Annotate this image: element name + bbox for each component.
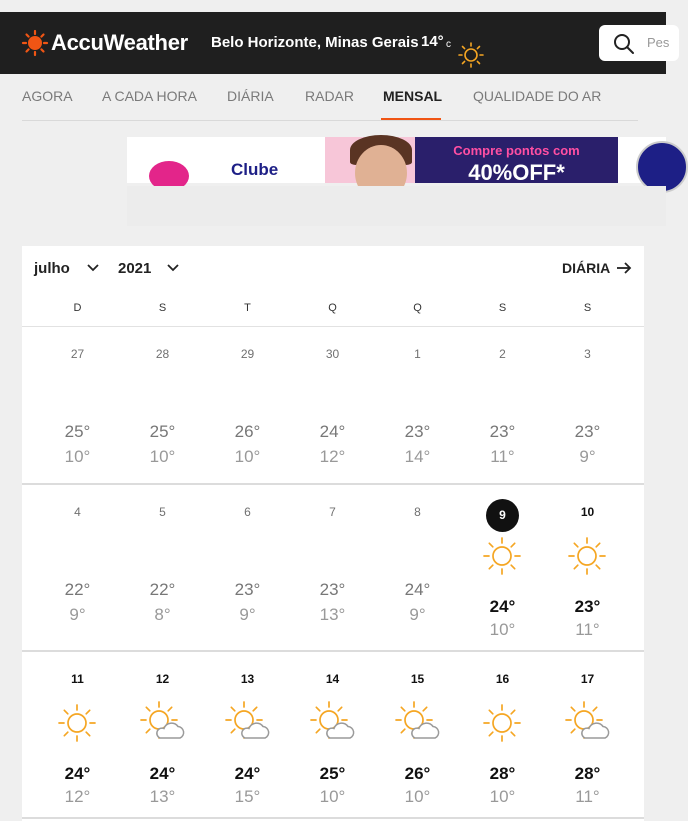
low-temperature: 10° xyxy=(489,620,516,639)
day-cell[interactable] xyxy=(35,326,120,484)
top-header xyxy=(0,12,670,74)
ad-banner-shadow xyxy=(127,186,666,226)
partly-cloudy-icon xyxy=(395,701,439,745)
search-input[interactable]: Pes xyxy=(647,35,670,50)
high-temperature: 25° xyxy=(64,422,91,441)
day-number: 11 xyxy=(71,672,84,686)
ad-panel-offer xyxy=(415,137,618,183)
low-temperature: 9° xyxy=(69,605,86,624)
day-cell[interactable] xyxy=(205,484,290,642)
ad-offer-line1: Compre pontos com xyxy=(453,143,580,158)
day-cell[interactable] xyxy=(290,484,375,642)
day-cell[interactable] xyxy=(545,326,630,484)
weekday-label: S xyxy=(158,302,167,314)
high-temperature: 24° xyxy=(319,422,346,441)
day-cell[interactable] xyxy=(205,651,290,809)
day-cell[interactable] xyxy=(205,326,290,484)
day-cell[interactable] xyxy=(120,326,205,484)
low-temperature: 10° xyxy=(404,787,431,806)
high-temperature: 22° xyxy=(64,580,91,599)
high-temperature: 26° xyxy=(234,422,261,441)
day-number: 13 xyxy=(240,672,255,686)
arrow-right-icon xyxy=(616,262,632,274)
high-temperature: 23° xyxy=(234,580,261,599)
chevron-down-icon[interactable] xyxy=(166,263,180,273)
monthly-calendar xyxy=(22,246,644,821)
partly-cloudy-icon xyxy=(310,701,354,745)
day-number: 30 xyxy=(325,347,340,361)
weekday-label: S xyxy=(498,302,507,314)
day-cell[interactable] xyxy=(375,484,460,642)
low-temperature: 10° xyxy=(319,787,346,806)
high-temperature: 25° xyxy=(149,422,176,441)
day-number: 12 xyxy=(155,672,170,686)
day-cell[interactable] xyxy=(545,651,630,809)
low-temperature: 14° xyxy=(404,447,431,466)
day-number: 10 xyxy=(580,505,595,519)
high-temperature: 28° xyxy=(574,764,601,783)
search-icon xyxy=(613,33,635,55)
day-cell[interactable] xyxy=(35,651,120,809)
week-divider xyxy=(22,817,644,819)
forecast-tabs xyxy=(0,74,666,120)
current-temperature: 14° xyxy=(421,33,444,50)
day-cell[interactable] xyxy=(120,484,205,642)
day-cell[interactable] xyxy=(375,326,460,484)
low-temperature: 10° xyxy=(64,447,91,466)
weekday-label: D xyxy=(73,302,82,314)
day-cell[interactable] xyxy=(120,651,205,809)
sun-icon xyxy=(55,701,99,745)
high-temperature: 24° xyxy=(234,764,261,783)
low-temperature: 11° xyxy=(575,620,600,639)
tab-agora[interactable]: AGORA xyxy=(22,88,73,104)
day-number: 8 xyxy=(414,505,421,519)
day-number: 16 xyxy=(495,672,510,686)
day-cell[interactable] xyxy=(460,651,545,809)
high-temperature: 25° xyxy=(319,764,346,783)
sun-icon xyxy=(565,534,609,578)
nav-divider xyxy=(22,120,638,121)
day-cell[interactable] xyxy=(375,651,460,809)
daily-link[interactable] xyxy=(562,260,632,276)
search-box[interactable] xyxy=(599,25,679,61)
high-temperature: 24° xyxy=(404,580,431,599)
low-temperature: 10° xyxy=(234,447,261,466)
day-cell[interactable] xyxy=(290,651,375,809)
low-temperature: 9° xyxy=(409,605,426,624)
weekday-label: T xyxy=(244,302,251,314)
sun-icon xyxy=(480,534,524,578)
high-temperature: 24° xyxy=(149,764,176,783)
low-temperature: 13° xyxy=(149,787,176,806)
low-temperature: 12° xyxy=(64,787,91,806)
low-temperature: 13° xyxy=(319,605,346,624)
accuweather-logo[interactable] xyxy=(22,30,188,56)
high-temperature: 23° xyxy=(319,580,346,599)
day-cell[interactable] xyxy=(35,484,120,642)
day-number: 3 xyxy=(584,347,591,361)
partly-cloudy-icon xyxy=(140,701,184,745)
chevron-down-icon[interactable] xyxy=(86,263,100,273)
day-number: 5 xyxy=(159,505,166,519)
low-temperature: 8° xyxy=(154,605,171,624)
day-number: 9 xyxy=(499,508,506,522)
weekday-label: S xyxy=(583,302,592,314)
day-number: 6 xyxy=(244,505,251,519)
low-temperature: 9° xyxy=(579,447,596,466)
day-cell-today[interactable] xyxy=(460,484,545,642)
day-number: 28 xyxy=(155,347,170,361)
day-number: 7 xyxy=(329,505,336,519)
high-temperature: 26° xyxy=(404,764,431,783)
high-temperature: 23° xyxy=(404,422,431,441)
day-number: 2 xyxy=(499,347,506,361)
day-number: 14 xyxy=(325,672,340,686)
weekday-label: Q xyxy=(328,302,337,314)
sun-icon xyxy=(480,701,524,745)
ad-panel-logo xyxy=(127,137,325,183)
day-cell[interactable] xyxy=(290,326,375,484)
high-temperature: 24° xyxy=(489,597,516,616)
day-number: 27 xyxy=(70,347,85,361)
low-temperature: 12° xyxy=(319,447,346,466)
low-temperature: 10° xyxy=(489,787,516,806)
sun-logo-icon xyxy=(22,30,48,56)
ad-panel-photo xyxy=(325,137,415,183)
ad-panel-badge xyxy=(618,137,666,183)
ad-brand-text: Clube xyxy=(231,160,279,179)
brand-name: AccuWeather xyxy=(51,30,188,55)
high-temperature: 24° xyxy=(64,764,91,783)
low-temperature: 10° xyxy=(149,447,176,466)
sun-outline-icon xyxy=(458,42,484,68)
low-temperature: 15° xyxy=(234,787,261,806)
day-number: 4 xyxy=(74,505,81,519)
high-temperature: 23° xyxy=(489,422,516,441)
high-temperature: 28° xyxy=(489,764,516,783)
day-cell[interactable] xyxy=(545,484,630,642)
tab-qualidade-do-ar[interactable]: QUALIDADE DO AR xyxy=(473,88,602,104)
partly-cloudy-icon xyxy=(225,701,269,745)
year-selector[interactable]: 2021 xyxy=(118,260,152,277)
ad-offer-line2: 40%OFF* xyxy=(468,160,565,185)
high-temperature: 23° xyxy=(574,422,601,441)
high-temperature: 22° xyxy=(149,580,176,599)
day-number: 17 xyxy=(580,672,595,686)
ad-banner[interactable] xyxy=(127,137,666,183)
day-number: 1 xyxy=(414,347,421,361)
tab-diaria[interactable]: DIÁRIA xyxy=(227,88,274,104)
location-name[interactable]: Belo Horizonte, Minas Gerais xyxy=(211,34,419,51)
tab-mensal[interactable]: MENSAL xyxy=(383,88,443,104)
low-temperature: 11° xyxy=(490,447,515,466)
month-selector[interactable]: julho xyxy=(34,260,70,277)
weekday-label: Q xyxy=(413,302,422,314)
day-number: 15 xyxy=(410,672,425,686)
daily-link-label: DIÁRIA xyxy=(562,260,611,276)
tab-a-cada-hora[interactable]: A CADA HORA xyxy=(102,88,197,104)
tab-radar[interactable]: RADAR xyxy=(305,88,355,104)
partly-cloudy-icon xyxy=(565,701,609,745)
low-temperature: 11° xyxy=(575,787,600,806)
day-cell[interactable] xyxy=(460,326,545,484)
low-temperature: 9° xyxy=(239,605,256,624)
day-number: 29 xyxy=(240,347,255,361)
high-temperature: 23° xyxy=(574,597,601,616)
temperature-unit: c xyxy=(446,39,451,50)
